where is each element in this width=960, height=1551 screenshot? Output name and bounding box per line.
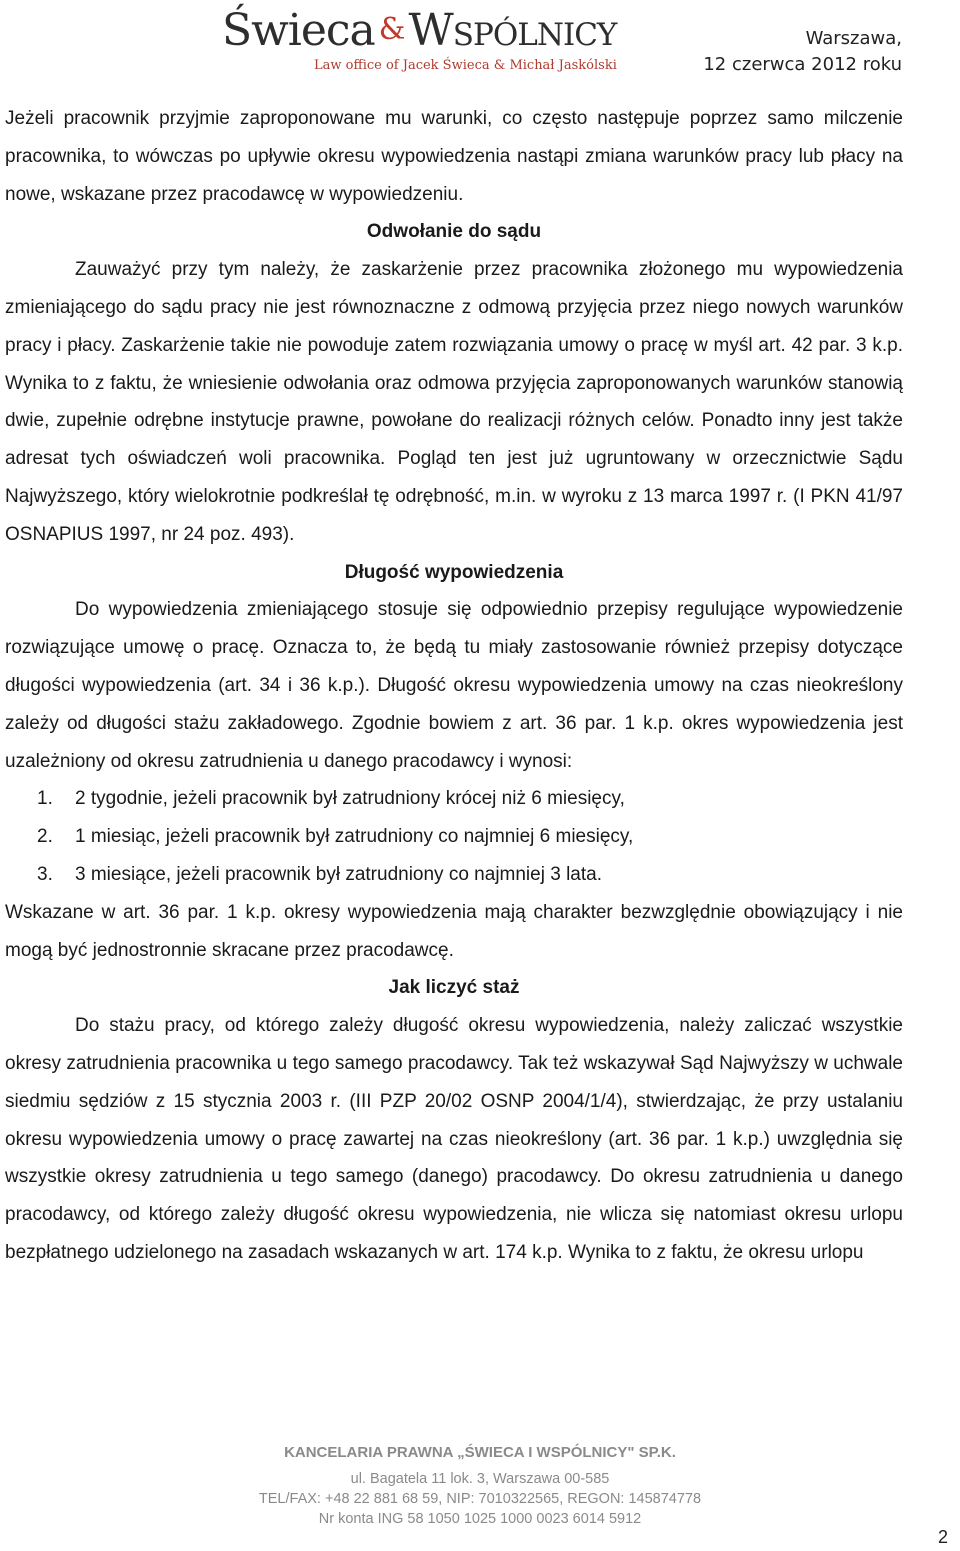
logo-word-swieca: Świeca bbox=[222, 5, 375, 56]
paragraph-3: Do wypowiedzenia zmieniającego stosuje się odpowiednio przepisy regulujące wypowiedzenie rozwiązujące umowę o pracę. Oznacza to, że będą tu miały zastosowanie również przepisy dotyczące długości wypowiedzenia (art. 34 i 36 k.p.). Długość okresu wypowiedzenia umowy na czas nieokreślony zależy od długości stażu zakładowego. Zgodnie bowiem z art. 36 par. 1 k.p. okres wypowiedzenia jest uzależniony od okresu zatrudnienia u danego pracodawcy i wynosi: bbox=[5, 599, 903, 772]
list-text: 3 miesiące, jeżeli pracownik był zatrudniony co najmniej 3 lata. bbox=[75, 863, 602, 885]
list-item bbox=[5, 856, 903, 894]
place-date bbox=[703, 26, 902, 78]
place: Warszawa, bbox=[805, 28, 902, 49]
list-number: 1. bbox=[37, 788, 53, 810]
document-body bbox=[5, 100, 903, 1272]
list-text: 1 miesiąc, jeżeli pracownik był zatrudniony co najmniej 6 miesięcy, bbox=[75, 826, 634, 848]
footer-bank-account: Nr konta ING 58 1050 1025 1000 0023 6014 5912 bbox=[318, 1511, 642, 1527]
heading-dlugosc: Długość wypowiedzenia bbox=[344, 561, 564, 583]
paragraph-1: Jeżeli pracownik przyjmie zaproponowane mu warunki, co często następuje poprzez samo milczenie pracownika, to wówczas po upływie okresu wypowiedzenia nastąpi zmiana warunków pracy lub płacy na nowe, wskazane przez pracodawcę w wypowiedzeniu. bbox=[5, 108, 903, 205]
list-text: 2 tygodnie, jeżeli pracownik był zatrudniony krócej niż 6 miesięcy, bbox=[75, 788, 625, 810]
heading-staz: Jak liczyć staż bbox=[388, 977, 520, 999]
footer-firm-name: KANCELARIA PRAWNA „ŚWIECA I WSPÓLNICY" SP.K. bbox=[284, 1444, 676, 1461]
paragraph-4: Wskazane w art. 36 par. 1 k.p. okresy wypowiedzenia mają charakter bezwzględnie obowiązujący i nie mogą być jednostronnie skracane przez pracodawcę. bbox=[5, 901, 903, 961]
heading-odwolanie: Odwołanie do sądu bbox=[366, 221, 542, 243]
paragraph-5: Do stażu pracy, od którego zależy długość okresu wypowiedzenia, należy zaliczać wszystkie okresy zatrudnienia pracownika u tego samego pracodawcy. Tak też wskazywał Sąd Najwyższy w uchwale siedmiu sędziów z 15 stycznia 2003 r. (III PZP 20/02 OSNP 2004/1/4), stwierdzając, że przy ustalaniu okresu wypowiedzenia umowy o pracę zawartej na czas nieokreślony (art. 36 par. 1 k.p.) uwzględnia się wszystkie okresy zatrudnienia u tego samego (danego) pracodawcy. Do okresu zatrudnienia u danego pracodawcy, od którego zależy długość okresu wypowiedzenia, nie wlicza się natomiast okresu urlopu bezpłatnego udzielonego na zasadach wskazanych w art. 174 k.p. Wynika to z faktu, że okresu urlopu bbox=[5, 1015, 903, 1263]
list-number: 2. bbox=[37, 826, 53, 848]
list-item bbox=[5, 818, 903, 856]
list-item bbox=[5, 780, 903, 818]
page-number: 2 bbox=[937, 1527, 948, 1547]
notice-period-list bbox=[5, 780, 903, 893]
logo-subtitle: Law office of Jacek Świeca & Michał Jaskólski bbox=[314, 58, 617, 73]
date: 12 czerwca 2012 roku bbox=[703, 54, 902, 75]
list-number: 3. bbox=[37, 863, 53, 885]
page-footer bbox=[0, 1443, 960, 1529]
firm-logo bbox=[222, 2, 702, 78]
footer-address: ul. Bagatela 11 lok. 3, Warszawa 00-585 bbox=[350, 1471, 610, 1487]
logo-word-wspolnicy: Wspólnicy bbox=[408, 5, 617, 56]
footer-contact: TEL/FAX: +48 22 881 68 59, NIP: 7010322565, REGON: 145874778 bbox=[258, 1491, 702, 1507]
page-header bbox=[0, 0, 960, 90]
logo-ampersand: & bbox=[378, 12, 405, 47]
paragraph-2: Zauważyć przy tym należy, że zaskarżenie przez pracownika złożonego mu wypowiedzenia zmieniającego do sądu pracy nie jest równoznaczne z odmową przyjęcia przez niego nowych warunków pracy i płacy. Zaskarżenie takie nie powoduje zatem rozwiązania umowy o pracę w myśl art. 42 par. 3 k.p. Wynika to z faktu, że wniesienie odwołania oraz odmowa przyjęcia zaproponowanych warunków stanowią dwie, zupełnie odrębne instytucje prawne, powołane do realizacji różnych celów. Ponadto inny jest także adresat tych oświadczeń woli pracownika. Pogląd ten jest już ugruntowany w orzecznictwie Sądu Najwyższego, który wielokrotnie podkreślał tę odrębność, m.in. w wyroku z 13 marca 1997 r. (I PKN 41/97 OSNAPIUS 1997, nr 24 poz. 493). bbox=[5, 259, 903, 545]
